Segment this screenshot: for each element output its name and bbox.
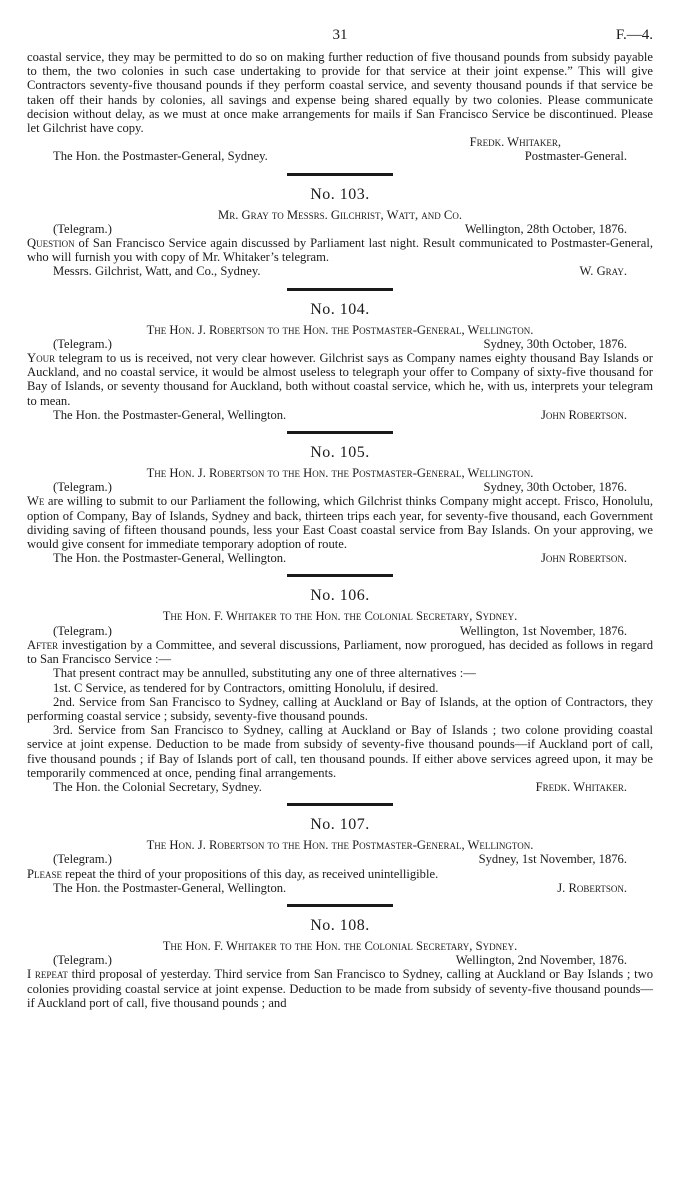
letter-signature: John Robertson.: [540, 551, 627, 566]
section-rule: [287, 288, 393, 291]
letter-addressee: Messrs. Gilchrist, Watt, and Co., Sydney.: [53, 264, 261, 279]
letter-body: [27, 236, 653, 264]
letter-lead-word: After: [27, 637, 59, 652]
letter-lead-word: Please: [27, 866, 63, 881]
letter-type: (Telegram.): [53, 953, 112, 968]
letter-number: No. 106.: [310, 587, 370, 605]
letter-signature: John Robertson.: [540, 407, 627, 422]
letter-number: No. 104.: [310, 300, 370, 318]
letter-place-date: Sydney, 1st November, 1876.: [478, 852, 627, 867]
letter-place-date: Sydney, 30th October, 1876.: [483, 336, 627, 351]
letter-heading-row: [27, 852, 653, 866]
letter-type: (Telegram.): [53, 480, 112, 495]
letter-from-to: The Hon. J. Robertson to the Hon. the Postmaster-General, Wellington.: [146, 466, 534, 481]
letter-body: [27, 967, 653, 1010]
section-rule: [287, 904, 393, 907]
letter-item: 3rd. Service from San Francisco to Sydney, calling at Auckland or Bay of Islands ; two colone providing coastal service at joint expense. Deduction to be made from subsidy of seventy-five thousand pounds—if Auckland port of call, five thousand pounds ; if Bay of Islands port of call, ten thousand pounds. If either above services agreed upon, it may be temporarily commenced at once, pending final arrangements.: [27, 723, 653, 780]
letter-body: [27, 638, 653, 666]
letter-body: [27, 867, 653, 881]
letter-item: 2nd. Service from San Francisco to Sydney, calling at Auckland or Bay of Islands, at the option of Contractors, they performing coastal service ; subsidy, seventy-five thousand pounds.: [27, 694, 653, 723]
intro-paragraph: coastal service, they may be permitted to do so on making further reduction of five thousand pounds from subsidy payable to them, the two colonies in such case undertaking to provide for that service at their joint expense.” This will give Contractors seventy-five thousand pounds if they perform coastal service, and seventy thousand pounds if that service be taken off their hands by colonies, all savings and expense being shared equally by two colonies. Please communicate decision without delay, as we must at once make arrangements for mails if San Francisco Service be discontinued. Please let Gilchrist have copy.: [27, 50, 653, 136]
section-rule: [287, 574, 393, 577]
document-page: [27, 28, 653, 1010]
letter-number: No. 107.: [310, 816, 370, 834]
letter-text: are willing to submit to our Parliament the following, which Gilchrist thinks Company might accept. Frisco, Honolulu, option of Company, Bay of Islands, Sydney and back, thirteen trips each year, for seventy-five thousand, each Government dividing saving of fifteen thousand pounds, less your East Coast coastal service from Bay Islands. On your approving, we would give consent for immediate temporary adoption of route.: [27, 494, 653, 552]
letter-signature: J. Robertson.: [557, 880, 627, 895]
letter-heading-row: [27, 624, 653, 638]
letter-closing: [27, 264, 653, 278]
letter-addressee: The Hon. the Postmaster-General, Wellington.: [53, 551, 287, 566]
letter-type: (Telegram.): [53, 336, 112, 351]
intro-title: Postmaster-General.: [524, 149, 627, 164]
letter-heading-row: [27, 953, 653, 967]
page-number: 31: [332, 27, 348, 43]
letter-closing: [27, 780, 653, 794]
letter-signature: W. Gray.: [579, 264, 627, 279]
intro-signature: Fredk. Whitaker,: [469, 135, 561, 150]
letter-lead-word: I repeat: [27, 967, 68, 982]
letter-from-to: The Hon. F. Whitaker to the Hon. the Colonial Secretary, Sydney.: [162, 938, 518, 953]
letter-heading-row: [27, 222, 653, 236]
letter-place-date: Wellington, 28th October, 1876.: [464, 221, 627, 236]
letter-item: That present contract may be annulled, substituting any one of three alternatives :—: [53, 666, 476, 681]
letter-signature: Fredk. Whitaker.: [535, 779, 627, 794]
letter-body: [27, 351, 653, 408]
letter-text: third proposal of yesterday. Third service from San Francisco to Sydney, calling at Auckland or Bay Islands ; two colonies providing coastal service at joint expense. Deduction to be made from subsidy of seventy-five thousand pounds—if Auckland port of call, five thousand pounds ; and: [27, 967, 653, 1010]
section-rule: [287, 803, 393, 806]
letter-number: No. 103.: [310, 185, 370, 203]
letter-place-date: Wellington, 2nd November, 1876.: [455, 953, 627, 968]
intro-closing: [27, 149, 653, 163]
page-header: [27, 28, 653, 50]
intro-addressee: The Hon. the Postmaster-General, Sydney.: [53, 149, 268, 164]
letter-number: No. 105.: [310, 444, 370, 462]
letter-lead-word: We: [27, 494, 45, 509]
letter-type: (Telegram.): [53, 221, 112, 236]
letter-heading-row: [27, 337, 653, 351]
letter-type: (Telegram.): [53, 852, 112, 867]
section-rule: [287, 431, 393, 434]
letter-text: telegram to us is received, not very clear however. Gilchrist says as Company names eighty thousand Bay Islands or Auckland, and no coastal service, it would be almost useless to telegraph your offer to Company of sixty-five thousand for Bay of Islands, or seventy thousand for Auckland, both without coastal service, which he, with us, interprets your telegram to mean.: [27, 351, 653, 408]
letter-addressee: The Hon. the Colonial Secretary, Sydney.: [53, 779, 262, 794]
section-rule: [287, 173, 393, 176]
letter-addressee: The Hon. the Postmaster-General, Wellington.: [53, 880, 287, 895]
letter-body: [27, 494, 653, 551]
letter-from-to: Mr. Gray to Messrs. Gilchrist, Watt, and Co.: [218, 207, 462, 222]
letter-lead-word: Question: [27, 236, 75, 251]
letter-addressee: The Hon. the Postmaster-General, Wellington.: [53, 407, 287, 422]
letter-number: No. 108.: [310, 916, 370, 934]
letter-closing: [27, 881, 653, 895]
letter-text: repeat the third of your propositions of this day, as received unintelligible.: [62, 866, 439, 881]
letter-closing: [27, 408, 653, 422]
letter-lead-word: Your: [27, 351, 56, 366]
letter-type: (Telegram.): [53, 623, 112, 638]
letter-text: of San Francisco Service again discussed by Parliament last night. Result communicated to Postmaster-General, who will furnish you with copy of Mr. Whitaker’s telegram.: [27, 236, 653, 265]
letter-from-to: The Hon. J. Robertson to the Hon. the Postmaster-General, Wellington.: [146, 838, 534, 853]
letter-from-to: The Hon. J. Robertson to the Hon. the Postmaster-General, Wellington.: [146, 322, 534, 337]
letter-item: 1st. C Service, as tendered for by Contractors, omitting Honolulu, if desired.: [53, 680, 439, 695]
letter-place-date: Wellington, 1st November, 1876.: [459, 623, 627, 638]
letter-closing: [27, 551, 653, 565]
letter-heading-row: [27, 480, 653, 494]
letter-text: investigation by a Committee, and several discussions, Parliament, now prorogued, has decided as follows in regard to San Francisco Service :—: [27, 637, 653, 667]
letter-from-to: The Hon. F. Whitaker to the Hon. the Colonial Secretary, Sydney.: [162, 609, 518, 624]
document-reference: F.—4.: [615, 27, 653, 43]
letter-place-date: Sydney, 30th October, 1876.: [483, 480, 627, 495]
